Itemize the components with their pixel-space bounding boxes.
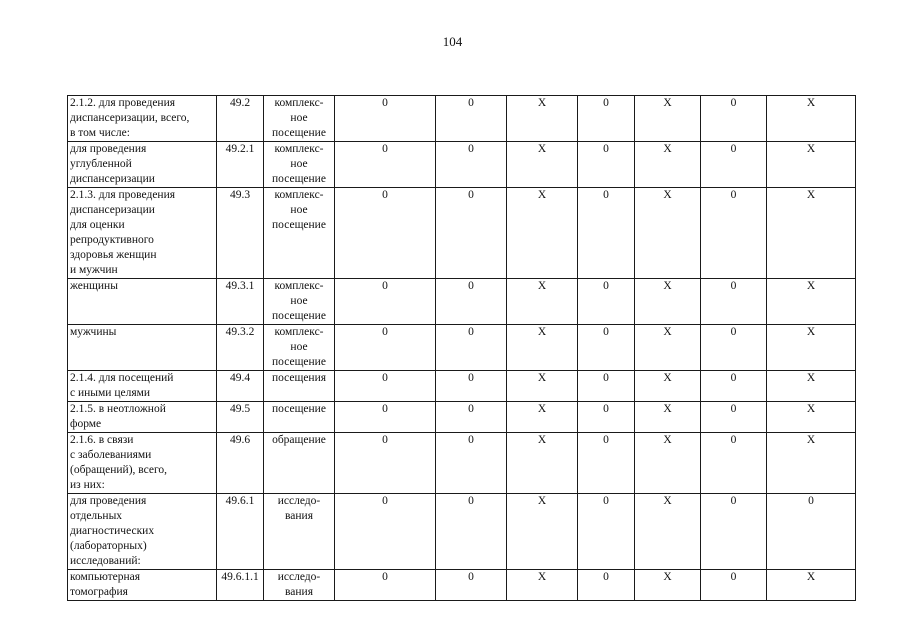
row-value-cell: X [635,188,701,279]
table-row [68,325,856,371]
row-value-cell: 0 [436,494,507,570]
row-value-cell: 0 [335,142,436,188]
row-value-cell: 0 [335,325,436,371]
table-row [68,402,856,433]
row-value-cell: X [507,96,578,142]
row-value-cell: X [635,433,701,494]
row-value-cell: 0 [578,142,635,188]
row-value-cell: 0 [578,188,635,279]
row-value-cell: X [767,142,856,188]
row-code-cell: 49.4 [217,371,264,402]
row-value-cell: X [635,402,701,433]
table-row [68,188,856,279]
row-value-cell: 0 [578,402,635,433]
row-code-cell: 49.2.1 [217,142,264,188]
row-value-cell: 0 [335,96,436,142]
row-unit-cell: комплекс- ное посещение [264,96,335,142]
row-value-cell: X [767,96,856,142]
row-value-cell: 0 [701,325,767,371]
row-value-cell: X [507,325,578,371]
row-code-cell: 49.3 [217,188,264,279]
row-value-cell: 0 [578,570,635,601]
row-value-cell: X [507,402,578,433]
row-value-cell: 0 [701,402,767,433]
table-row [68,142,856,188]
row-unit-cell: комплекс- ное посещение [264,188,335,279]
row-unit-cell: комплекс- ное посещение [264,279,335,325]
row-value-cell: 0 [436,188,507,279]
row-value-cell: X [767,433,856,494]
row-code-cell: 49.2 [217,96,264,142]
table-row [68,433,856,494]
row-name-cell: женщины [68,279,217,325]
row-name-cell: 2.1.6. в связи с заболеваниями (обращений), всего, из них: [68,433,217,494]
row-value-cell: X [635,494,701,570]
row-value-cell: X [507,570,578,601]
row-value-cell: 0 [701,433,767,494]
row-code-cell: 49.5 [217,402,264,433]
row-value-cell: X [767,279,856,325]
row-value-cell: 0 [335,494,436,570]
row-value-cell: 0 [436,96,507,142]
row-name-cell: для проведения углубленной диспансеризации [68,142,217,188]
row-value-cell: X [507,433,578,494]
row-name-cell: 2.1.5. в неотложной форме [68,402,217,433]
row-name-cell: 2.1.2. для проведения диспансеризации, всего, в том числе: [68,96,217,142]
row-value-cell: 0 [578,494,635,570]
row-value-cell: 0 [578,371,635,402]
row-value-cell: 0 [701,142,767,188]
row-value-cell: X [507,279,578,325]
row-value-cell: 0 [701,494,767,570]
row-code-cell: 49.6.1.1 [217,570,264,601]
row-value-cell: 0 [335,371,436,402]
row-value-cell: X [507,188,578,279]
row-value-cell: 0 [578,325,635,371]
row-unit-cell: посещения [264,371,335,402]
row-unit-cell: обращение [264,433,335,494]
row-name-cell: 2.1.4. для посещений с иными целями [68,371,217,402]
row-value-cell: 0 [335,402,436,433]
row-value-cell: X [767,188,856,279]
row-name-cell: для проведения отдельных диагностических (лабораторных) исследований: [68,494,217,570]
row-value-cell: 0 [335,188,436,279]
row-value-cell: X [635,279,701,325]
table-row [68,494,856,570]
row-value-cell: 0 [701,279,767,325]
row-value-cell: 0 [436,325,507,371]
row-value-cell: 0 [436,142,507,188]
row-value-cell: X [507,371,578,402]
row-value-cell: X [635,325,701,371]
row-value-cell: 0 [578,433,635,494]
row-code-cell: 49.6 [217,433,264,494]
row-value-cell: 0 [436,402,507,433]
row-value-cell: 0 [436,433,507,494]
row-value-cell: 0 [335,279,436,325]
data-table [67,95,856,601]
row-name-cell: 2.1.3. для проведения диспансеризации для оценки репродуктивного здоровья женщин и мужчин [68,188,217,279]
row-value-cell: X [507,142,578,188]
row-value-cell: X [767,570,856,601]
row-value-cell: X [635,570,701,601]
row-code-cell: 49.6.1 [217,494,264,570]
row-value-cell: X [635,142,701,188]
row-value-cell: X [767,371,856,402]
row-value-cell: 0 [436,279,507,325]
row-value-cell: 0 [578,279,635,325]
row-value-cell: 0 [335,433,436,494]
row-value-cell: X [767,402,856,433]
row-value-cell: X [767,325,856,371]
row-value-cell: 0 [578,96,635,142]
page-number: 104 [442,34,463,49]
table-row [68,371,856,402]
row-value-cell: X [507,494,578,570]
row-name-cell: компьютерная томография [68,570,217,601]
row-unit-cell: комплекс- ное посещение [264,142,335,188]
row-unit-cell: посещение [264,402,335,433]
table-row [68,96,856,142]
row-unit-cell: комплекс- ное посещение [264,325,335,371]
row-value-cell: 0 [701,188,767,279]
table-body [68,96,856,601]
row-value-cell: X [635,96,701,142]
table-row [68,279,856,325]
row-value-cell: 0 [436,570,507,601]
table-row [68,570,856,601]
row-value-cell: 0 [701,371,767,402]
row-value-cell: 0 [436,371,507,402]
row-value-cell: 0 [701,570,767,601]
row-unit-cell: исследо- вания [264,494,335,570]
row-name-cell: мужчины [68,325,217,371]
row-unit-cell: исследо- вания [264,570,335,601]
row-value-cell: X [635,371,701,402]
row-code-cell: 49.3.1 [217,279,264,325]
row-value-cell: 0 [767,494,856,570]
row-value-cell: 0 [335,570,436,601]
row-code-cell: 49.3.2 [217,325,264,371]
row-value-cell: 0 [701,96,767,142]
